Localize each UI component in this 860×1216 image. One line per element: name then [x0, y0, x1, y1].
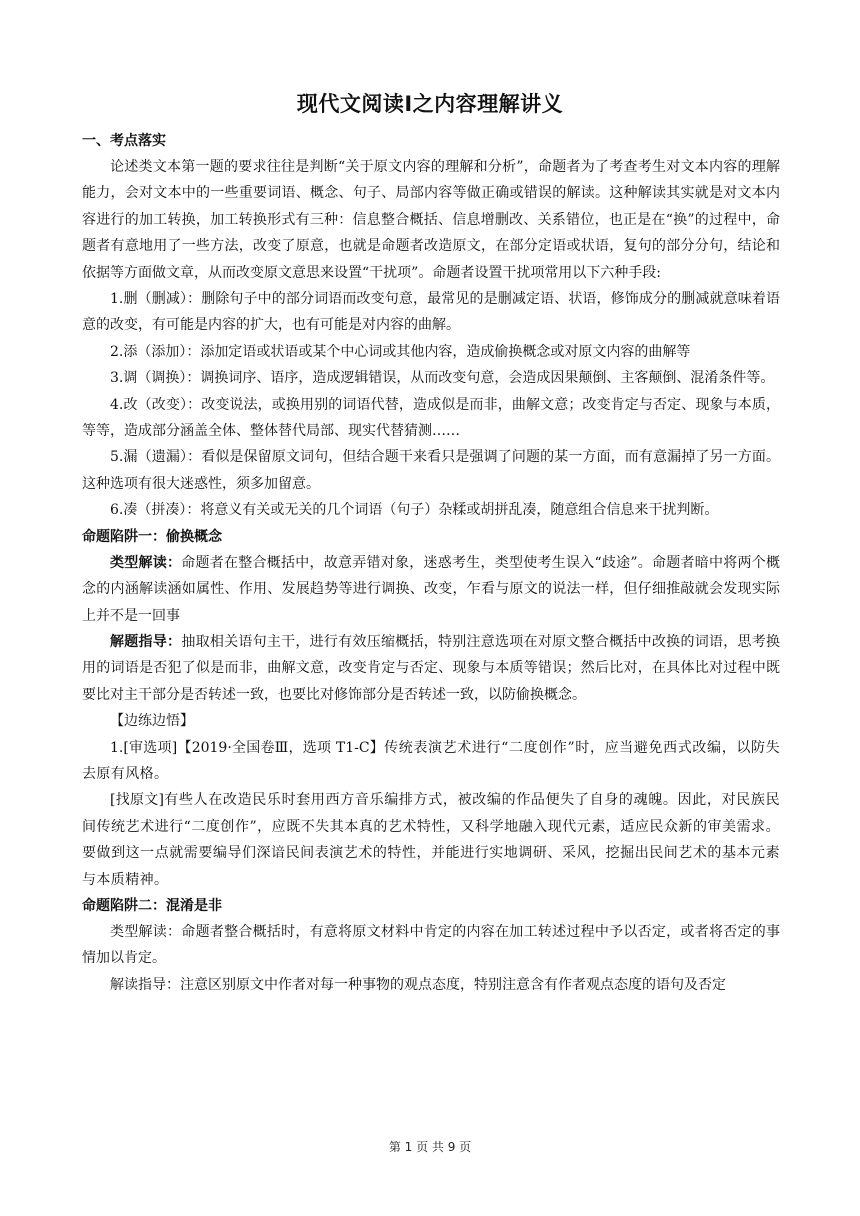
trap2-type-paragraph: 类型解读：命题者整合概括时，有意将原文材料中肯定的内容在加工转述过程中予以否定，或者将否定的事情加以肯定。 — [82, 923, 780, 967]
trap1-heading: 命题陷阱一：偷换概念 — [82, 528, 222, 545]
practice-question-source: 【2019·全国卷Ⅲ，选项 T1-C】 — [177, 739, 385, 756]
trap1-guide-text: 抽取相关语句主干，进行有效压缩概括，特别注意选项在对原文整合概括中改换的词语，思考换用的词语是否犯了似是而非，曲解文意，改变肯定与否定、现象与本质等错误；然后比对，在具体比对过程中既要比对主干部分是否转述一致，也要比对修饰部分是否转述一致，以防偷换概念。 — [82, 633, 781, 703]
practice-answer — [82, 787, 780, 893]
trap1-type-paragraph — [82, 550, 780, 629]
trap1-type-text: 命题者在整合概括中，故意弄错对象，迷惑考生，类型使考生误入“歧途”。命题者暗中将两个概念的内涵解读涵如属性、作用、发展趋势等进行调换、改变，乍看与原文的说法一样，但仔细推敲就会发现实际上并不是一回事 — [82, 554, 781, 624]
practice-question — [82, 735, 780, 788]
method-item-4: 4.改（改变）：改变说法，或换用别的词语代替，造成似是而非，曲解文意；改变肯定与否定、现象与本质，等等，造成部分涵盖全体、整体替代局部、现实代替猜测…… — [82, 396, 780, 440]
method-item-3: 3.调（调换）：调换词序、语序，造成逻辑错误，从而改变句意，会造成因果颠倒、主客颠倒、混淆条件等。 — [110, 370, 775, 387]
practice-answer-text: 有些人在改造民乐时套用西方音乐编排方式，被改编的作品便失了自身的魂魄。因此，对民族民间传统艺术进行“二度创作”，应既不失其本真的艺术特性，又科学地融入现代元素，适应民众新的审美需求。要做到这一点就需要编导们深谙民间表演艺术的特性，并能进行实地调研、采风，挖掘出民间艺术的基本元素与本质精神。 — [82, 792, 780, 888]
practice-question-text: 传统表演艺术进行“二度创作”时，应当避免西式改编，以防失去原有风格。 — [82, 739, 781, 782]
method-item-1: 1.删（删减）：删除句子中的部分词语而改变句意，最常见的是删减定语、状语，修饰成分的删减就意味着语意的改变，有可能是内容的扩大，也有可能是对内容的曲解。 — [82, 291, 780, 334]
trap2-guide-paragraph: 解读指导：注意区别原文中作者对每一种事物的观点态度，特别注意含有作者观点态度的语句及否定 — [110, 976, 726, 993]
document-title: 现代文阅读Ⅰ之内容理解讲义 — [296, 92, 564, 116]
method-item-6: 6.凑（拼凑）：将意义有关或无关的几个词语（句子）杂糅或胡拼乱凑，随意组合信息来干扰判断。 — [110, 502, 719, 519]
trap1-guide-paragraph — [82, 629, 780, 708]
method-item-2: 2.添（添加）：添加定语或状语或某个中心词或其他内容，造成偷换概念或对原文内容的曲解等 — [110, 343, 691, 360]
method-item-5: 5.漏（遗漏）：看似是保留原文词句，但结合题干来看只是强调了问题的某一方面，而有意漏掉了另一方面。这种选项有很大迷惑性，须多加留意。 — [82, 449, 780, 492]
document-body — [82, 128, 780, 998]
practice-question-prefix: 1.[审选项] — [110, 739, 178, 756]
intro-paragraph: 论述类文本第一题的要求往往是判断“关于原文内容的理解和分析”，命题者为了考查考生对文本内容的理解能力，会对文本中的一些重要词语、概念、句子、局部内容等做正确或错误的解读。这种解读其实就是对文本内容进行的加工转换，加工转换形式有三种：信息整合概括、信息增删改、关系错位，也正是在“换”的过程中，命题者有意地用了一些方法，改变了原意，也就是命题者改造原文，在部分定语或状语，复句的部分分句，结论和依据等方面做文章，从而改变原文意思来设置“干扰项”。命题者设置干扰项常用以下六种手段: — [82, 159, 780, 281]
practice-heading: 【边练边悟】 — [110, 713, 194, 730]
page-footer: 第 1 页 共 9 页 — [388, 1140, 472, 1154]
trap2-heading: 命题陷阱二：混淆是非 — [82, 897, 222, 914]
section-heading-kaodian: 一、考点落实 — [82, 133, 166, 149]
trap1-type-label: 类型解读： — [110, 554, 182, 571]
trap1-guide-label: 解题指导： — [110, 633, 182, 650]
practice-answer-prefix: [找原文] — [110, 792, 164, 809]
